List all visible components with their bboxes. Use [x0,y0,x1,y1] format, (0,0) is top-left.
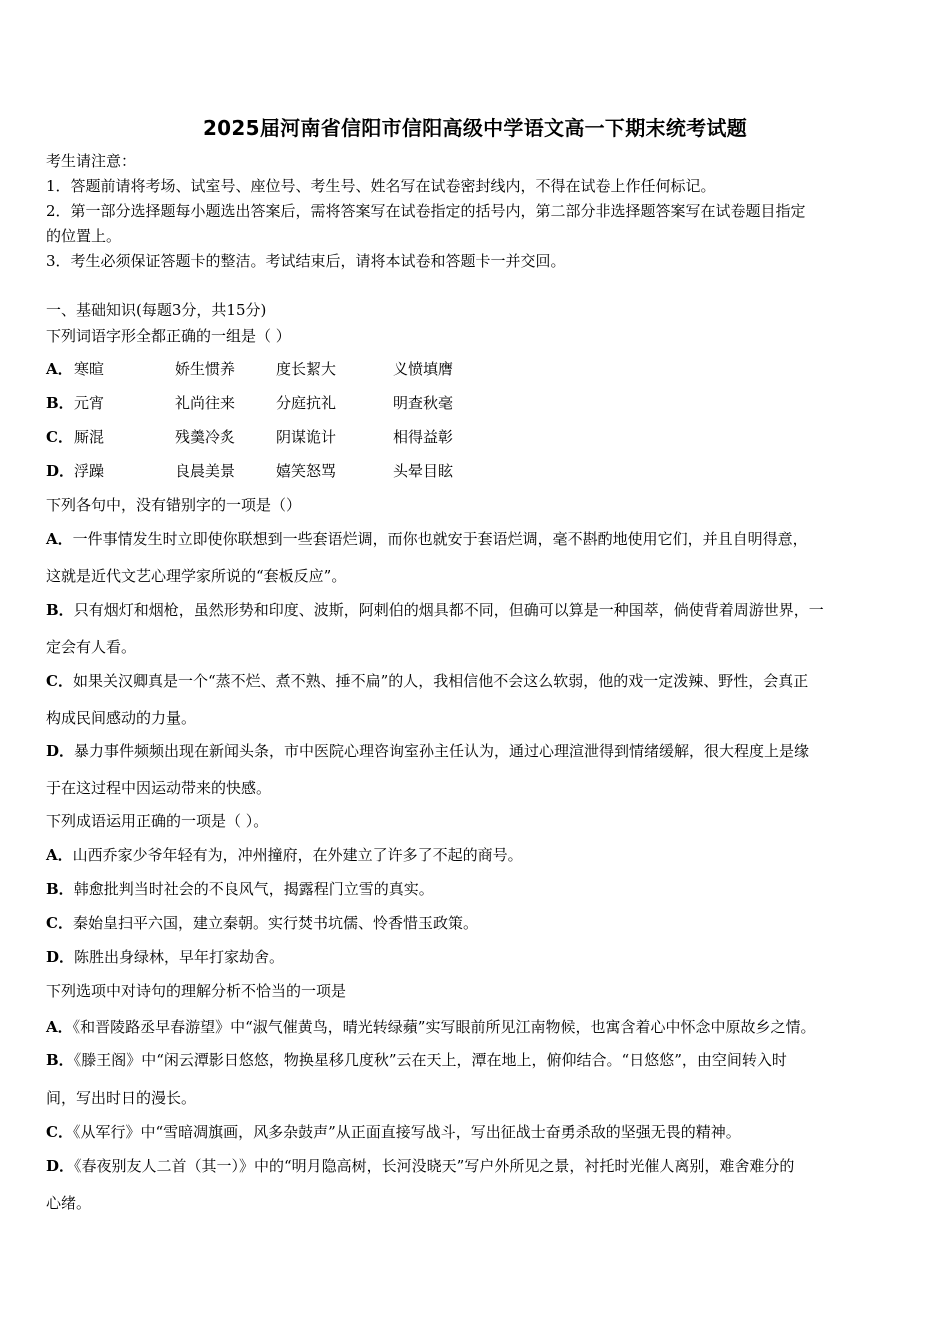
page-title: 2025届河南省信阳市信阳高级中学语文高一下期末统考试题 [202,116,748,140]
option-text: 《春夜别友人二首（其一）》中的“明月隐高树，长河没晓天”写户外所见之景，衬托时光催人离别，难舍难分的 [74,1157,795,1175]
option-letter: D． [46,462,75,480]
option-word: 分庭抗礼 [276,394,337,412]
q2-option-d-cont: 于在这过程中因运动带来的快感。 [46,779,272,797]
notice-heading: 考生请注意： [46,152,137,170]
option-text: 一件事情发生时立即使你联想到一些套语烂调，而你也就安于套语烂调，毫不斟酌地使用它们，并且自明得意， [72,530,808,548]
q4-option-d-cont: 心绪。 [46,1194,92,1212]
option-word: 良晨美景 [175,462,236,480]
section-heading: 一、基础知识(每题3分，共15分) [46,301,267,319]
option-letter: A． [46,360,73,378]
q3-stem: 下列成语运用正确的一项是（ ）。 [46,812,269,830]
q2-option-d [46,741,809,761]
option-word: 厮混 [74,428,105,446]
q4-option-b-cont: 间，写出时日的漫长。 [46,1089,197,1107]
option-text: 暴力事件频频出现在新闻头条，市中医院心理咨询室孙主任认为，通过心理渲泄得到情绪缓解，很大程度上是缘 [74,742,810,760]
option-text: 陈胜出身绿林，早年打家劫舍。 [74,948,285,966]
option-text: 《和晋陵路丞早春游望》中“淑气催黄鸟，晴光转绿蘋”实写眼前所见江南物候，也寓含着心中怀念中原故乡之情。 [72,1018,816,1036]
option-word: 阴谋诡计 [276,428,337,446]
notice-item-3: 3．考生必须保证答题卡的整洁。考试结束后，请将本试卷和答题卡一并交回。 [46,252,566,270]
q4-option-a [46,1017,815,1037]
option-word: 相得益彰 [393,428,454,446]
option-letter: C． [46,1123,73,1141]
option-text: 秦始皇扫平六国，建立秦朝。实行焚书坑儒、怜香惜玉政策。 [72,914,478,932]
option-word: 义愤填膺 [393,360,454,378]
option-letter: C． [46,672,73,690]
option-word: 度长絜大 [276,360,337,378]
option-word: 残羹冷炙 [175,428,236,446]
option-letter: B． [46,601,74,619]
option-text: 《从军行》中“雪暗凋旗画，风多杂鼓声”从正面直接写战斗，写出征战士奋勇杀敌的坚强无畏的精神。 [72,1123,741,1141]
q2-option-a-cont: 这就是近代文艺心理学家所说的“套板反应”。 [46,567,347,585]
option-letter: A． [46,530,73,548]
notice-item-1: 1．答题前请将考场、试室号、座位号、考生号、姓名写在试卷密封线内，不得在试卷上作任何标记。 [46,177,716,195]
option-letter: B． [46,880,74,898]
q4-option-d [46,1156,794,1176]
q2-option-a [46,529,808,549]
option-word: 娇生惯养 [175,360,236,378]
option-text: 山西乔家少爷年轻有为，冲州撞府，在外建立了许多了不起的商号。 [72,846,523,864]
q2-option-c-cont: 构成民间感动的力量。 [46,709,197,727]
option-letter: B． [46,394,74,412]
q4-option-c [46,1122,741,1142]
option-text: 《滕王阁》中“闲云潭影日悠悠，物换星移几度秋”云在天上，潭在地上，俯仰结合。“日悠悠”，由空间转入时 [73,1051,787,1069]
option-letter: C． [46,428,73,446]
q1-stem: 下列词语字形全都正确的一组是（ ） [46,327,291,345]
option-letter: D． [46,742,75,760]
option-letter: B． [46,1051,74,1069]
option-text: 韩愈批判当时社会的不良风气，揭露程门立雪的真实。 [73,880,434,898]
notice-item-2-cont: 的位置上。 [46,227,122,245]
option-letter: D． [46,948,75,966]
q4-option-b [46,1050,787,1070]
q2-option-b [46,600,824,620]
q3-option-b [46,879,434,899]
option-word: 嬉笑怒骂 [276,462,337,480]
option-letter: D． [46,1157,75,1175]
q4-stem: 下列选项中对诗句的理解分析不恰当的一项是 [46,982,347,1000]
option-text: 如果关汉卿真是一个“蒸不烂、煮不熟、捶不扁”的人，我相信他不会这么软弱，他的戏一定泼辣、野性，会真正 [72,672,809,690]
q2-option-b-cont: 定会有人看。 [46,638,137,656]
option-letter: A． [46,1018,73,1036]
q2-stem: 下列各句中，没有错别字的一项是（） [46,496,302,514]
notice-item-2: 2．第一部分选择题每小题选出答案后，需将答案写在试卷指定的括号内，第二部分非选择题答案写在试卷题目指定 [46,202,806,220]
q3-option-a [46,845,523,865]
option-letter: A． [46,846,73,864]
option-word: 明查秋毫 [393,394,454,412]
option-letter: C． [46,914,73,932]
option-word: 元宵 [74,394,105,412]
q3-option-d [46,947,284,967]
option-word: 头晕目眩 [393,462,454,480]
option-text: 只有烟灯和烟枪，虽然形势和印度、波斯，阿剌伯的烟具都不同，但确可以算是一种国萃，倘使背着周游世界，一 [73,601,824,619]
option-word: 礼尚往来 [175,394,236,412]
q2-option-c [46,671,808,691]
option-word: 浮躁 [74,462,105,480]
option-word: 寒暄 [74,360,105,378]
q3-option-c [46,913,478,933]
